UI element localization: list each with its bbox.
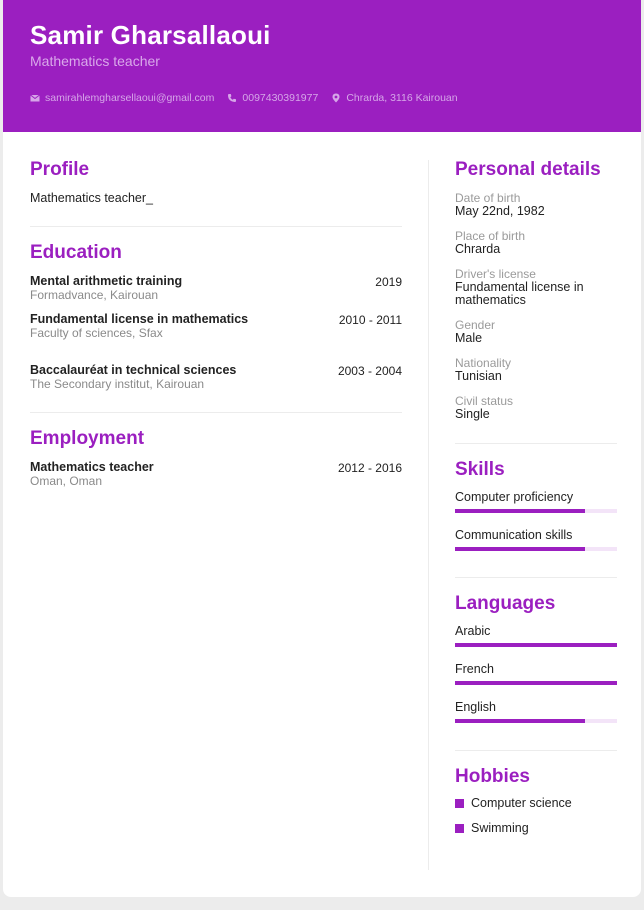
contact-email[interactable] bbox=[30, 92, 214, 104]
entry-title: Fundamental license in mathematics bbox=[30, 312, 249, 326]
languages-heading: Languages bbox=[455, 593, 556, 614]
section-divider bbox=[455, 443, 617, 444]
entry-date: 2010 - 2011 bbox=[338, 313, 402, 327]
language-level-fill bbox=[455, 719, 585, 723]
square-bullet-icon bbox=[455, 824, 464, 833]
personal-detail bbox=[455, 319, 617, 345]
education-entry bbox=[30, 364, 402, 391]
detail-value: Tunisian bbox=[455, 369, 502, 383]
detail-value: Male bbox=[455, 331, 483, 345]
personal-detail bbox=[455, 395, 617, 421]
language-level-track bbox=[455, 681, 617, 685]
profile-heading: Profile bbox=[30, 159, 90, 180]
skill-item bbox=[455, 490, 617, 513]
contact-location bbox=[331, 92, 457, 104]
language-label: English bbox=[455, 700, 496, 714]
personal-detail bbox=[455, 357, 617, 383]
skill-item bbox=[455, 528, 617, 551]
profile-summary: Mathematics teacher_ bbox=[30, 191, 153, 205]
entry-subtitle: Oman, Oman bbox=[30, 474, 103, 488]
hobby-item bbox=[455, 821, 529, 835]
section-divider bbox=[30, 412, 402, 413]
skill-label: Computer proficiency bbox=[455, 490, 574, 504]
skill-level-track bbox=[455, 547, 617, 551]
square-bullet-icon bbox=[455, 799, 464, 808]
entry-title: Mental arithmetic training bbox=[30, 274, 183, 288]
resume-header bbox=[3, 0, 641, 132]
phone-icon bbox=[227, 93, 237, 103]
detail-label: Date of birth bbox=[455, 191, 521, 205]
language-level-fill bbox=[455, 681, 617, 685]
contact-phone[interactable] bbox=[227, 92, 318, 104]
entry-subtitle: The Secondary institut, Kairouan bbox=[30, 377, 205, 391]
entry-date: 2019 bbox=[375, 275, 402, 289]
detail-value: Single bbox=[455, 407, 490, 421]
skill-level-track bbox=[455, 509, 617, 513]
hobby-label: Computer science bbox=[471, 796, 572, 810]
language-level-track bbox=[455, 719, 617, 723]
detail-value: Chrarda bbox=[455, 242, 501, 256]
language-level-fill bbox=[455, 643, 617, 647]
candidate-job-title: Mathematics teacher bbox=[30, 53, 160, 69]
personal-detail bbox=[455, 268, 617, 307]
envelope-icon bbox=[30, 93, 40, 103]
language-label: Arabic bbox=[455, 624, 491, 638]
language-item bbox=[455, 662, 617, 685]
section-divider bbox=[455, 577, 617, 578]
language-item bbox=[455, 624, 617, 647]
contact-bar bbox=[30, 92, 471, 104]
education-entry bbox=[30, 275, 402, 302]
section-divider bbox=[30, 226, 402, 227]
language-level-track bbox=[455, 643, 617, 647]
resume-page bbox=[3, 0, 641, 897]
language-item bbox=[455, 700, 617, 723]
entry-title: Mathematics teacher bbox=[30, 460, 154, 474]
location-text: Chrarda, 3116 Kairouan bbox=[346, 92, 458, 104]
employment-entry bbox=[30, 461, 402, 488]
hobbies-heading: Hobbies bbox=[455, 766, 530, 787]
detail-label: Driver's license bbox=[455, 267, 536, 281]
personal-detail bbox=[455, 192, 617, 218]
entry-subtitle: Formadvance, Kairouan bbox=[30, 288, 159, 302]
entry-subtitle: Faculty of sciences, Sfax bbox=[30, 326, 163, 340]
entry-date: 2012 - 2016 bbox=[337, 461, 402, 475]
hobby-item bbox=[455, 796, 572, 810]
detail-value: May 22nd, 1982 bbox=[455, 204, 545, 218]
detail-label: Civil status bbox=[455, 394, 514, 408]
map-pin-icon bbox=[331, 93, 341, 103]
section-divider bbox=[455, 750, 617, 751]
education-heading: Education bbox=[30, 242, 122, 263]
detail-label: Gender bbox=[455, 318, 496, 332]
detail-label: Nationality bbox=[455, 356, 512, 370]
language-label: French bbox=[455, 662, 494, 676]
detail-value: Fundamental license in mathematics bbox=[455, 280, 584, 307]
skill-level-fill bbox=[455, 547, 585, 551]
detail-label: Place of birth bbox=[455, 229, 526, 243]
candidate-name: Samir Gharsallaoui bbox=[30, 20, 271, 50]
employment-heading: Employment bbox=[30, 428, 145, 449]
skill-level-fill bbox=[455, 509, 585, 513]
skills-heading: Skills bbox=[455, 459, 505, 480]
entry-title: Baccalauréat in technical sciences bbox=[30, 363, 237, 377]
personal-detail bbox=[455, 230, 617, 256]
email-text: samirahlemgharsellaoui@gmail.com bbox=[45, 92, 215, 104]
personal-details-heading: Personal details bbox=[455, 159, 601, 180]
education-entry bbox=[30, 313, 402, 340]
entry-date: 2003 - 2004 bbox=[337, 364, 402, 378]
column-divider bbox=[428, 160, 429, 870]
hobby-label: Swimming bbox=[471, 821, 529, 835]
skill-label: Communication skills bbox=[455, 528, 573, 542]
phone-text: 0097430391977 bbox=[242, 92, 319, 104]
